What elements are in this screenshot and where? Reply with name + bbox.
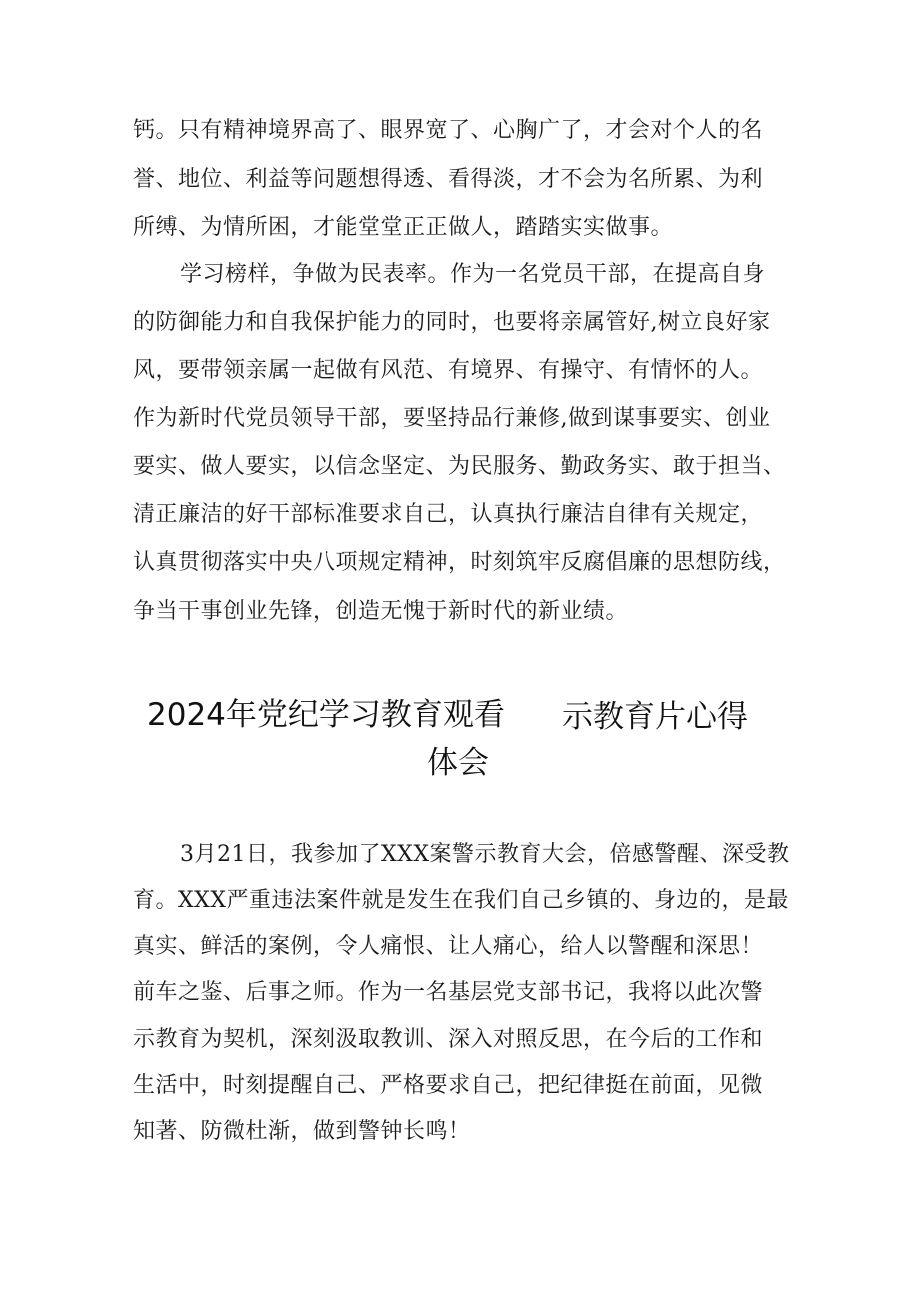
text-line: 认真贯彻落实中央八项规定精神，时刻筑牢反腐倡廉的思想防线，	[133, 550, 786, 575]
text-line: 前车之鉴、后事之师。作为一名基层党支部书记，我将以此次警	[133, 980, 764, 1005]
text-line: 学习榜样，争做为民表率。作为一名党员干部，在提高自身	[180, 262, 766, 287]
title-part-2: 示教育片心得	[562, 699, 748, 735]
text-line: 争当干事创业先锋，创造无愧于新时代的新业绩。	[133, 599, 629, 624]
text-line: 生活中，时刻提醒自己、严格要求自己，把纪律挺在前面，见微	[133, 1073, 764, 1098]
text-line: 风，要带领亲属一起做有风范、有境界、有操守、有情怀的人。	[133, 358, 764, 383]
text-line: 3月21日，我参加了XXX案警示教育大会，倍感警醒、深受教	[180, 842, 790, 867]
text-line: 所缚、为情所困，才能堂堂正正做人，踏踏实实做事。	[133, 215, 674, 240]
text-line: 要实、做人要实，以信念坚定、为民服务、勤政务实、敢于担当、	[133, 454, 786, 479]
text-line: 知著、防微杜渐，做到警钟长鸣！	[133, 1119, 471, 1144]
text-line: 作为新时代党员领导干部，要坚持品行兼修,做到谋事要实、创业	[133, 406, 771, 431]
text-line: 的防御能力和自我保护能力的同时，也要将亲属管好,树立良好家	[133, 310, 771, 335]
text-line: 钙。只有精神境界高了、眼界宽了、心胸广了，才会对个人的名	[133, 118, 764, 143]
text-line: 清正廉洁的好干部标准要求自己，认真执行廉洁自律有关规定，	[133, 502, 764, 527]
text-line: 誉、地位、利益等问题想得透、看得淡，才不会为名所累、为利	[133, 167, 764, 192]
text-line: 真实、鲜活的案例，令人痛恨、让人痛心，给人以警醒和深思！	[133, 934, 764, 959]
text-line: 育。XXX严重违法案件就是发生在我们自己乡镇的、身边的，是最	[133, 888, 789, 913]
text-line: 示教育为契机，深刻汲取教训、深入对照反思，在今后的工作和	[133, 1027, 764, 1052]
title-part-1: 2024年党纪学习教育观看	[147, 697, 505, 733]
title-part-3: 体会	[427, 745, 489, 781]
